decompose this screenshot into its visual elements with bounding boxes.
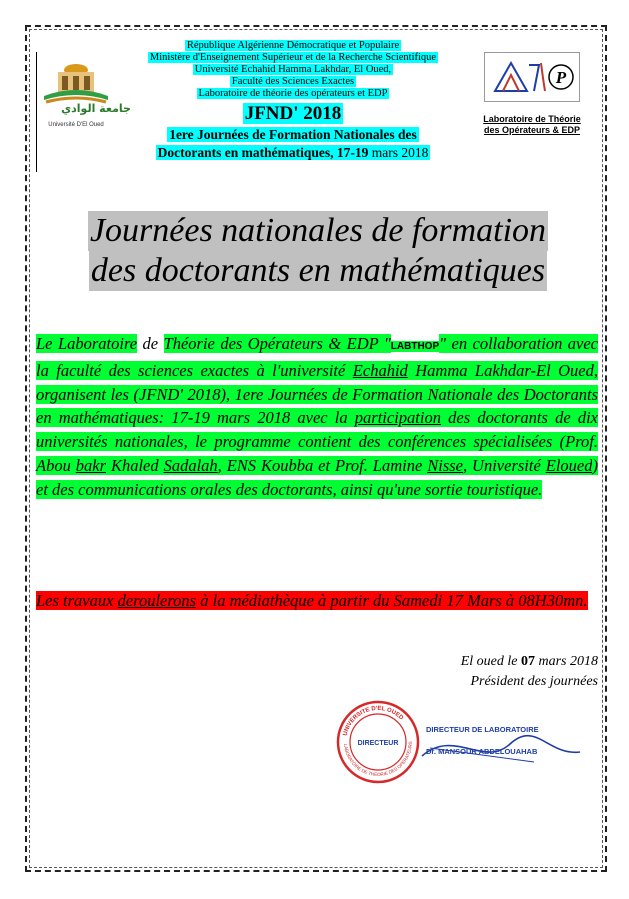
notice-start: Les travaux — [36, 591, 118, 610]
logo-caption: Université D'El Oued — [48, 122, 104, 128]
stamp-director: DIRECTEUR — [357, 740, 399, 747]
header-university: Université Echahid Hamma Lakhdar, El Oued, — [194, 64, 392, 75]
para-echahid: Echahid — [352, 360, 408, 380]
lab-logo-graphic — [485, 53, 579, 101]
para-organise: Hamma Lakhdar-El Oued, organisent les (JFND' 2018), 1ere Journées de Formation Nationale des Doctorants en mathématiques: 17-19 mars 2018 avec la — [36, 360, 598, 428]
lab-logo — [484, 52, 580, 102]
para-universite: , Université — [463, 455, 546, 475]
header-faculty: Faculté des Sciences Exactes — [231, 76, 355, 87]
lab-logo-letter: P — [555, 68, 567, 87]
venue-notice — [36, 590, 598, 612]
notice-end: à la médiathèque à partir du Samedi 17 Mars à 08H30mn. — [196, 591, 588, 610]
lab-caption-line2: des Opérateurs & EDP — [483, 125, 581, 135]
para-sadalah: Sadalah — [163, 455, 218, 475]
header-block — [128, 40, 458, 161]
event-dates: 17-19 — [336, 145, 369, 160]
stamp-rect-line2: Dr. MANSOUR ABDELOUAHAB — [426, 747, 538, 756]
para-programme: des doctorants de dix universités nationales, le programme contient des conférences spécialisées (Prof. Abou — [36, 408, 599, 475]
logo-arabic-text: جامعة الوادي — [61, 102, 131, 115]
header-laboratory: Laboratoire de théorie des opérateurs et EDP — [198, 88, 388, 99]
headline-line1: Journées nationales de formation — [89, 212, 547, 249]
para-eloued: Eloued — [545, 455, 593, 475]
para-end: ) et des communications orales des doctorants, ainsi qu'une sortie touristique. — [36, 455, 598, 499]
header-republic: République Algérienne Démocratique et Populaire — [186, 40, 400, 51]
event-subtitle-text: Doctorants en mathématiques, — [157, 145, 337, 160]
event-month: mars 2018 — [368, 145, 429, 160]
announcement-paragraph — [36, 332, 598, 502]
para-khaled: Khaled — [106, 455, 164, 475]
signature-block — [380, 652, 598, 692]
headline-line2: des doctorants en mathématiques — [90, 252, 546, 289]
para-bakr: bakr — [75, 455, 107, 475]
main-headline — [48, 211, 588, 291]
para-collab: " en collaboration avec la faculté des sciences exactes à l'université — [36, 334, 598, 380]
notice-deroulerons: deroulerons — [117, 591, 197, 610]
sig-place: El oued le — [460, 654, 521, 669]
para-ens: , ENS Koubba et Prof. Lamine — [217, 455, 428, 475]
header-ministry: Ministère d'Enseignement Supérieur et de la Recherche Scientifique — [149, 52, 437, 63]
stamp-rect-line1: DIRECTEUR DE LABORATOIRE — [426, 725, 539, 734]
sig-role: Président des journées — [470, 674, 598, 689]
lab-caption-line1: Laboratoire de Théorie — [483, 114, 581, 124]
para-participation: participation — [354, 408, 441, 428]
para-operators: des Opérateurs & EDP " — [214, 334, 391, 353]
para-labthop: LABTHOP — [390, 341, 440, 352]
para-theorie: Théorie — [163, 334, 215, 353]
para-nisse: Nisse — [427, 455, 463, 475]
stamp-round-top: UNIVERSITE D'EL OUED — [342, 705, 405, 737]
sig-month: mars 2018 — [534, 654, 598, 669]
para-de: de — [137, 334, 164, 353]
sig-day: 07 — [520, 654, 535, 669]
event-title: JFND' 2018 — [244, 103, 342, 124]
para-lab: Le Laboratoire — [36, 334, 138, 353]
university-logo — [36, 58, 131, 130]
official-stamp — [334, 698, 586, 786]
event-subtitle-1: 1ere Journées de Formation Nationales des — [169, 127, 417, 142]
lab-caption — [476, 114, 588, 136]
event-subtitle-2 — [156, 145, 431, 160]
stamp-round-bottom: LABORATOIRE DE THEORIE DES OPERATEURS — [343, 741, 414, 778]
margin-marker-small — [36, 158, 37, 172]
